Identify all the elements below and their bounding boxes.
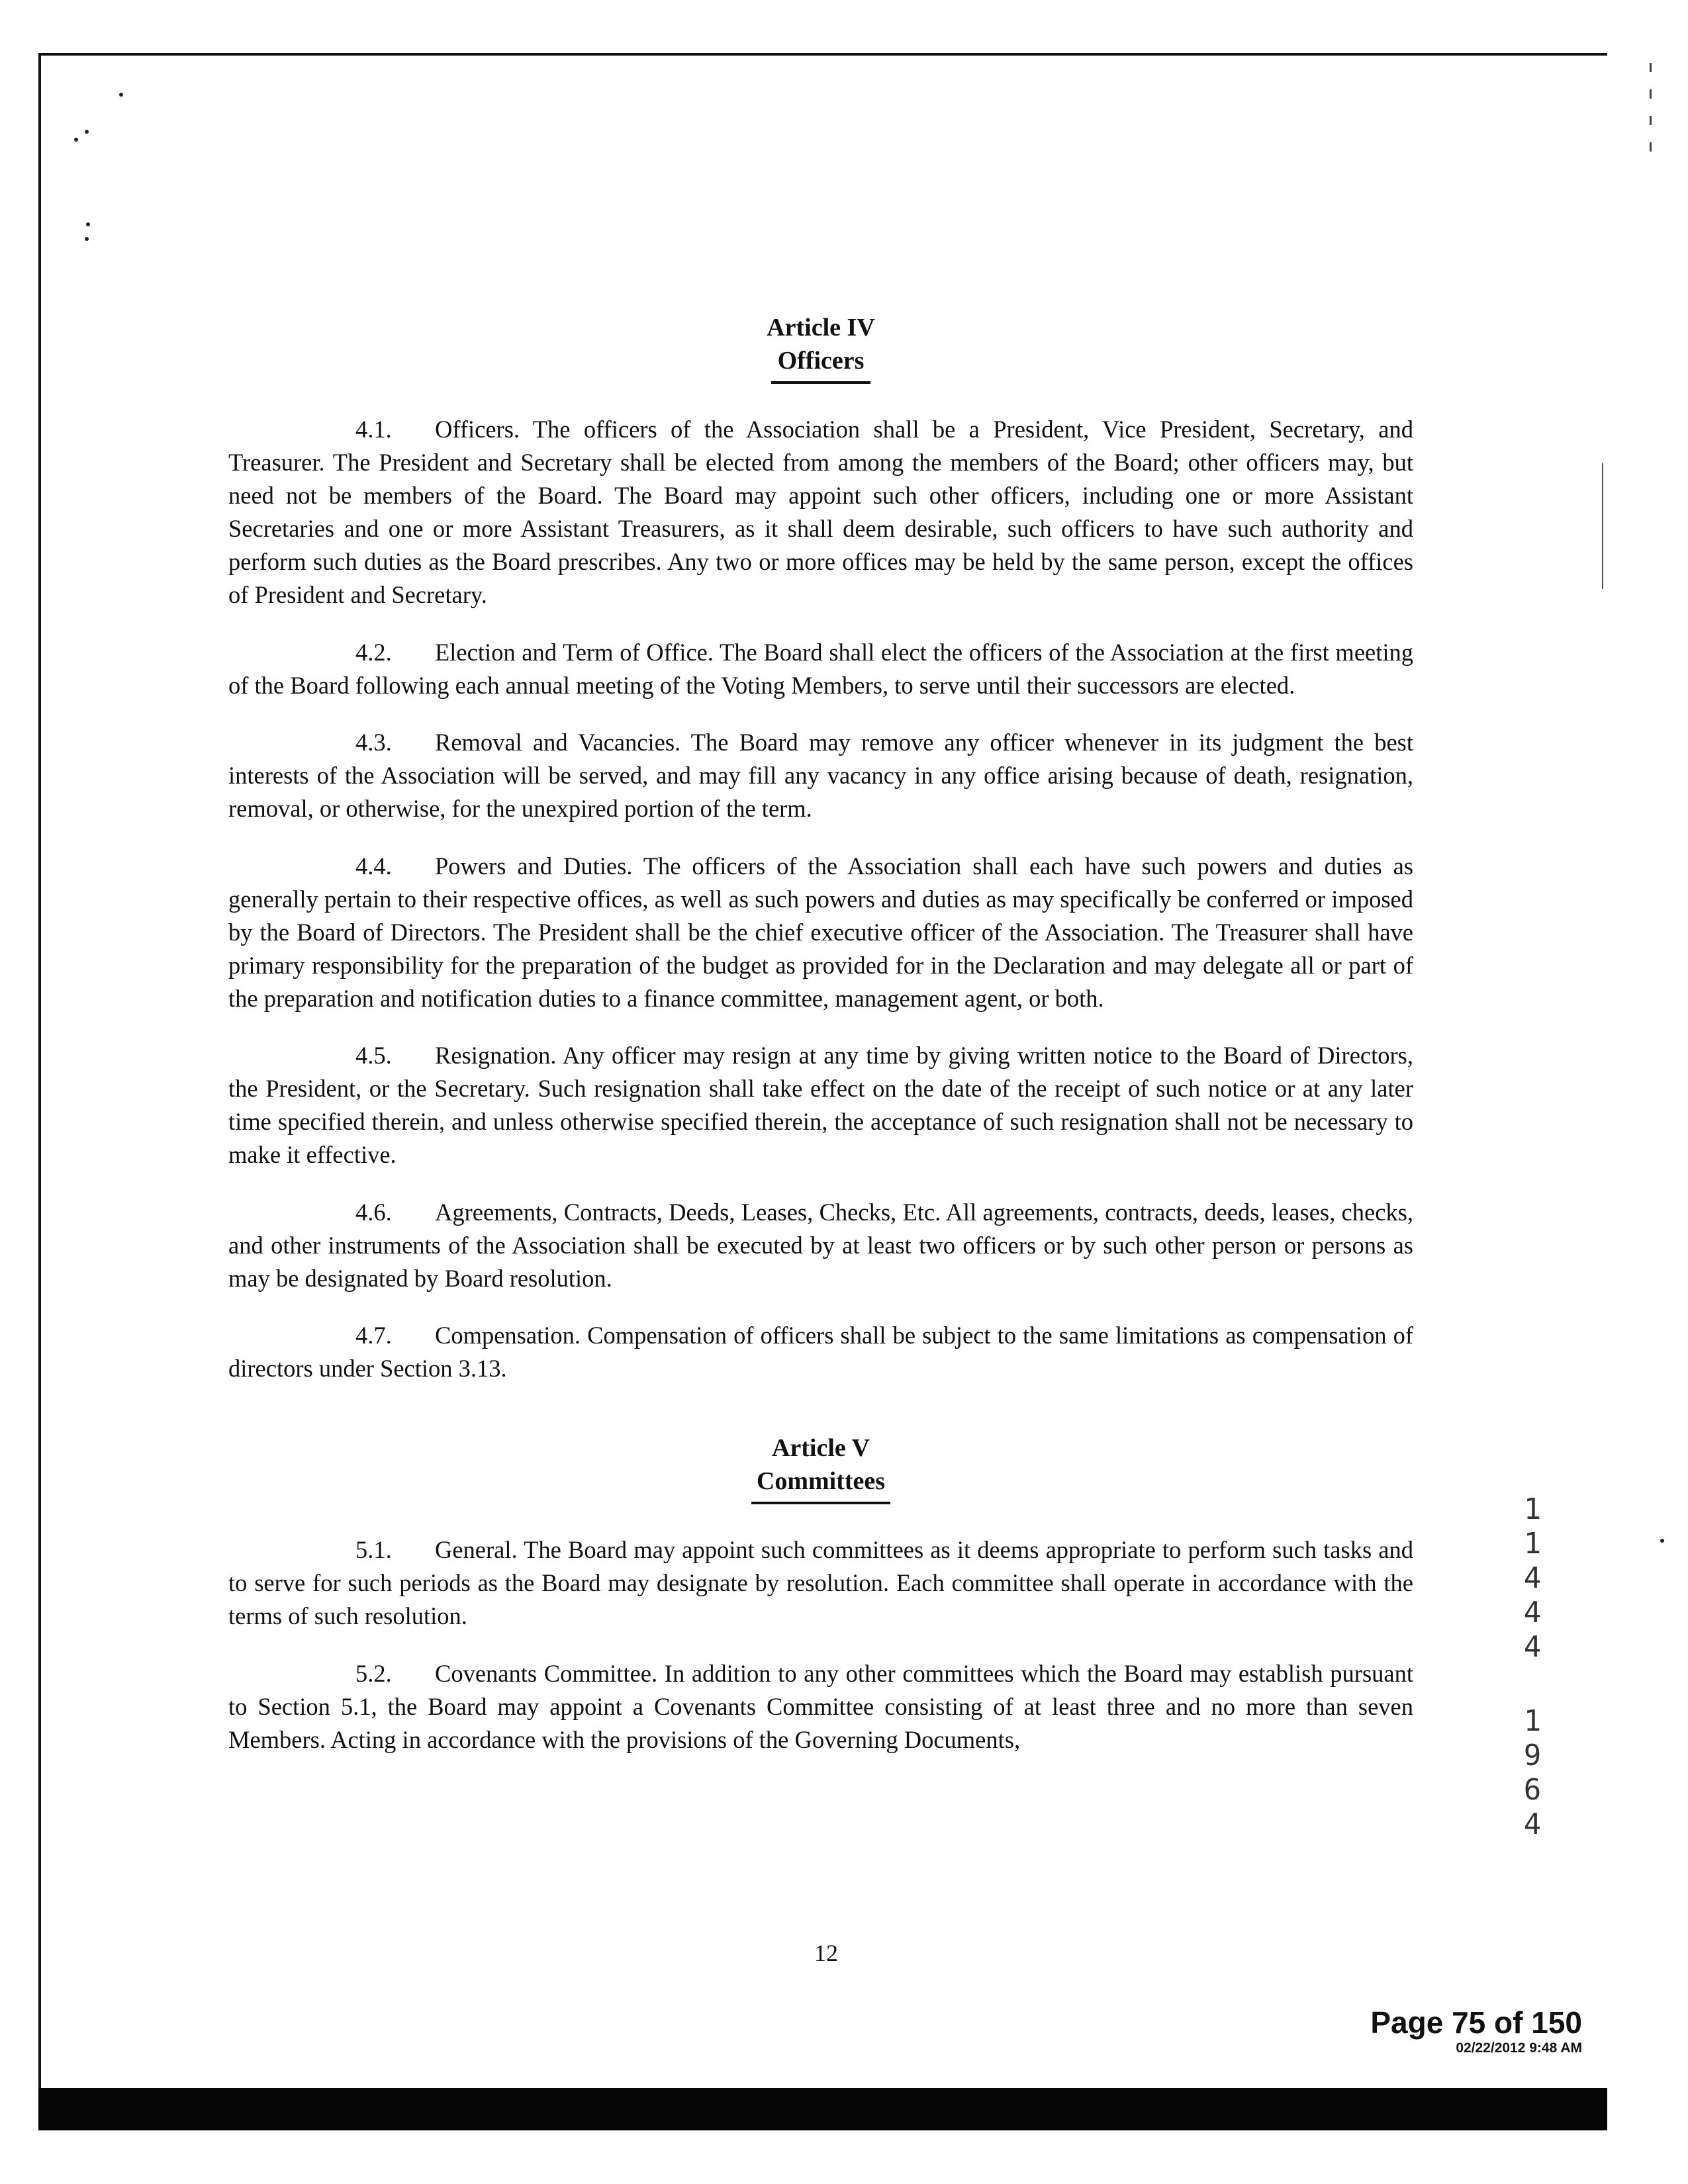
section-number: 5.2. (355, 1659, 392, 1687)
section-paragraph (228, 726, 1413, 825)
margin-digit: 1 (1523, 1492, 1542, 1526)
section-text: Officers. The officers of the Association shall be a President, Vice President, Secretary, and Treasurer. The President and Secretary shall be elected from among the members of the Board; other officers may, but need not be members of the Board. The Board may appoint such other officers, including one or more Assistant Secretaries and one or more Assistant Treasurers, as it shall deem desirable, such officers to have such authority and perform such duties as the Board prescribes. Any two or more offices may be held by the same person, except the offices of President and Secretary. (228, 416, 1413, 608)
section-paragraph (228, 413, 1413, 612)
section-number: 4.7. (355, 1322, 392, 1349)
section-number: 4.6. (355, 1198, 392, 1226)
section-text: General. The Board may appoint such committees as it deems appropriate to perform such tasks and to serve for such periods as the Board may designate by resolution. Each committee shall operate in accordance with the terms of such resolution. (228, 1536, 1413, 1629)
recording-datetime-stamp: 02/22/2012 9:48 AM (1456, 2040, 1582, 2056)
margin-digit-gap (1516, 1664, 1549, 1704)
section-paragraph (228, 850, 1413, 1015)
scan-speck (1660, 1539, 1664, 1543)
article-subtitle: Officers (777, 347, 865, 375)
section-text: Powers and Duties. The officers of the Association shall each have such powers and duties as generally pertain to their respective offices, as well as such powers and duties as may specifically be conferred or imposed by the Board of Directors. The President shall be the chief executive officer of the Association. The Treasurer shall have primary responsibility for the preparation of the budget as provided for in the Declaration and may delegate all or part of the preparation and notification duties to a finance committee, management agent, or both. (228, 852, 1413, 1012)
margin-digit: 4 (1523, 1807, 1542, 1841)
margin-digit: 4 (1523, 1561, 1542, 1595)
page-frame-top (38, 53, 1607, 56)
section-text: Covenants Committee. In addition to any other committees which the Board may establish pursuant to Section 5.1, the Board may appoint a Covenants Committee consisting of at least three and no more than seven Members. Acting in accordance with the provisions of the Governing Documents, (228, 1659, 1413, 1753)
scan-margin-marks (1650, 63, 1652, 169)
recording-page-stamp: Page 75 of 150 (1370, 2005, 1582, 2040)
page-number: 12 (814, 1940, 838, 1966)
article-subtitle: Committees (756, 1467, 886, 1495)
section-text: Compensation. Compensation of officers shall be subject to the same limitations as compensation of directors under Section 3.13. (228, 1322, 1413, 1382)
document-body (228, 311, 1413, 1780)
section-paragraph (228, 1657, 1413, 1756)
article-heading (228, 1432, 1413, 1504)
section-number: 4.5. (355, 1042, 392, 1069)
margin-digit: 1 (1523, 1527, 1542, 1561)
section-number: 5.1. (355, 1536, 392, 1563)
scan-speck (119, 93, 123, 97)
section-text: Agreements, Contracts, Deeds, Leases, Checks, Etc. All agreements, contracts, deeds, leases, checks, and other instruments of the Association shall be executed by at least two officers or by such other person or persons as may be designated by Board resolution. (228, 1198, 1413, 1292)
scan-speck (85, 130, 89, 134)
section-number: 4.4. (355, 852, 392, 880)
section-number: 4.2. (355, 638, 392, 666)
heading-underline (771, 381, 870, 384)
section-number: 4.1. (355, 416, 392, 443)
section-paragraph (228, 1039, 1413, 1171)
article-title: Article V (771, 1434, 870, 1462)
section-paragraph (228, 1196, 1413, 1295)
section-text: Removal and Vacancies. The Board may remove any officer whenever in its judgment the best interests of the Association will be served, and may fill any vacancy in any office arising because of death, resignation, removal, or otherwise, for the unexpired portion of the term. (228, 729, 1413, 822)
scan-speck (86, 222, 90, 226)
page-frame-bottom (38, 2088, 1607, 2130)
section-paragraph (228, 1319, 1413, 1385)
section-text: Election and Term of Office. The Board shall elect the officers of the Association at the first meeting of the Board following each annual meeting of the Voting Members, to serve until their successors are elected. (228, 638, 1413, 699)
section-number: 4.3. (355, 729, 392, 756)
scan-margin-line (1602, 463, 1603, 589)
article-title: Article IV (767, 314, 875, 341)
page-frame-left (38, 53, 41, 2118)
margin-digit: 9 (1523, 1739, 1542, 1772)
margin-digit: 4 (1523, 1596, 1542, 1629)
section-text: Resignation. Any officer may resign at any time by giving written notice to the Board of Directors, the President, or the Secretary. Such resignation shall take effect on the date of the receipt of such notice or at any later time specified therein, and unless otherwise specified therein, the acceptance of such resignation shall not be necessary to make it effective. (228, 1042, 1413, 1168)
scan-speck (85, 237, 89, 241)
section-paragraph (228, 636, 1413, 702)
margin-digit: 1 (1523, 1704, 1542, 1738)
margin-digit: 4 (1523, 1630, 1542, 1664)
margin-document-number (1516, 1492, 1549, 1842)
section-paragraph (228, 1533, 1413, 1633)
article-heading (228, 311, 1413, 384)
heading-underline (751, 1502, 890, 1504)
margin-digit: 6 (1523, 1773, 1542, 1807)
scan-speck (74, 138, 78, 142)
